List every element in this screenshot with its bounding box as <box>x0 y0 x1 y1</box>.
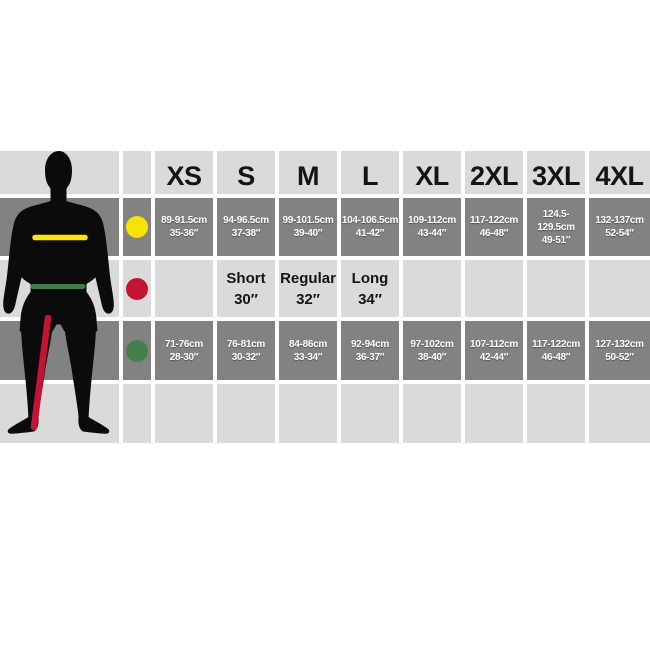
leg-length-cell-l: Long 34″ <box>341 260 399 317</box>
size-header-s: S <box>217 151 275 194</box>
chest-dot-cell <box>123 198 151 256</box>
waist-cell-s: 76-81cm 30-32″ <box>217 321 275 380</box>
green-dot-icon <box>126 340 148 362</box>
bottom-cell-3xl <box>527 384 585 443</box>
waist-cell-xs: 71-76cm 28-30″ <box>155 321 213 380</box>
chest-cell-s: 94-96.5cm 37-38″ <box>217 198 275 256</box>
bottom-cell-2xl <box>465 384 523 443</box>
bottom-cell-m <box>279 384 337 443</box>
chest-cell-l: 104-106.5cm 41-42″ <box>341 198 399 256</box>
bottom-dot-cell-empty <box>123 384 151 443</box>
size-header-4xl: 4XL <box>589 151 650 194</box>
leg-length-cell-4xl <box>589 260 650 317</box>
red-dot-icon <box>126 278 148 300</box>
chest-cell-xl: 109-112cm 43-44″ <box>403 198 461 256</box>
waist-cell-xl: 97-102cm 38-40″ <box>403 321 461 380</box>
bottom-cell-xs <box>155 384 213 443</box>
dot-column-header <box>123 151 151 194</box>
leg-length-cell-xl <box>403 260 461 317</box>
size-header-2xl: 2XL <box>465 151 523 194</box>
figure-right-foot <box>78 417 109 434</box>
leg-length-cell-3xl <box>527 260 585 317</box>
leg-length-cell-2xl <box>465 260 523 317</box>
yellow-dot-icon <box>126 216 148 238</box>
size-header-l: L <box>341 151 399 194</box>
chest-cell-4xl: 132-137cm 52-54″ <box>589 198 650 256</box>
male-figure-silhouette <box>0 140 123 450</box>
waist-cell-4xl: 127-132cm 50-52″ <box>589 321 650 380</box>
leg-length-cell-xs <box>155 260 213 317</box>
size-header-m: M <box>279 151 337 194</box>
bottom-cell-4xl <box>589 384 650 443</box>
waist-cell-l: 92-94cm 36-37″ <box>341 321 399 380</box>
bottom-cell-s <box>217 384 275 443</box>
size-header-xl: XL <box>403 151 461 194</box>
size-header-3xl: 3XL <box>527 151 585 194</box>
waist-cell-2xl: 107-112cm 42-44″ <box>465 321 523 380</box>
chest-cell-m: 99-101.5cm 39-40″ <box>279 198 337 256</box>
waist-cell-3xl: 117-122cm 46-48″ <box>527 321 585 380</box>
chest-cell-2xl: 117-122cm 46-48″ <box>465 198 523 256</box>
waist-dot-cell <box>123 321 151 380</box>
waist-cell-m: 84-86cm 33-34″ <box>279 321 337 380</box>
bottom-cell-xl <box>403 384 461 443</box>
leg-length-cell-s: Short 30″ <box>217 260 275 317</box>
leg-length-dot-cell <box>123 260 151 317</box>
leg-length-cell-m: Regular 32″ <box>279 260 337 317</box>
bottom-cell-l <box>341 384 399 443</box>
figure-body <box>3 151 114 332</box>
chest-cell-xs: 89-91.5cm 35-36″ <box>155 198 213 256</box>
chest-cell-3xl: 124.5-129.5cm 49-51″ <box>527 198 585 256</box>
figure-right-leg <box>65 329 96 420</box>
size-header-xs: XS <box>155 151 213 194</box>
